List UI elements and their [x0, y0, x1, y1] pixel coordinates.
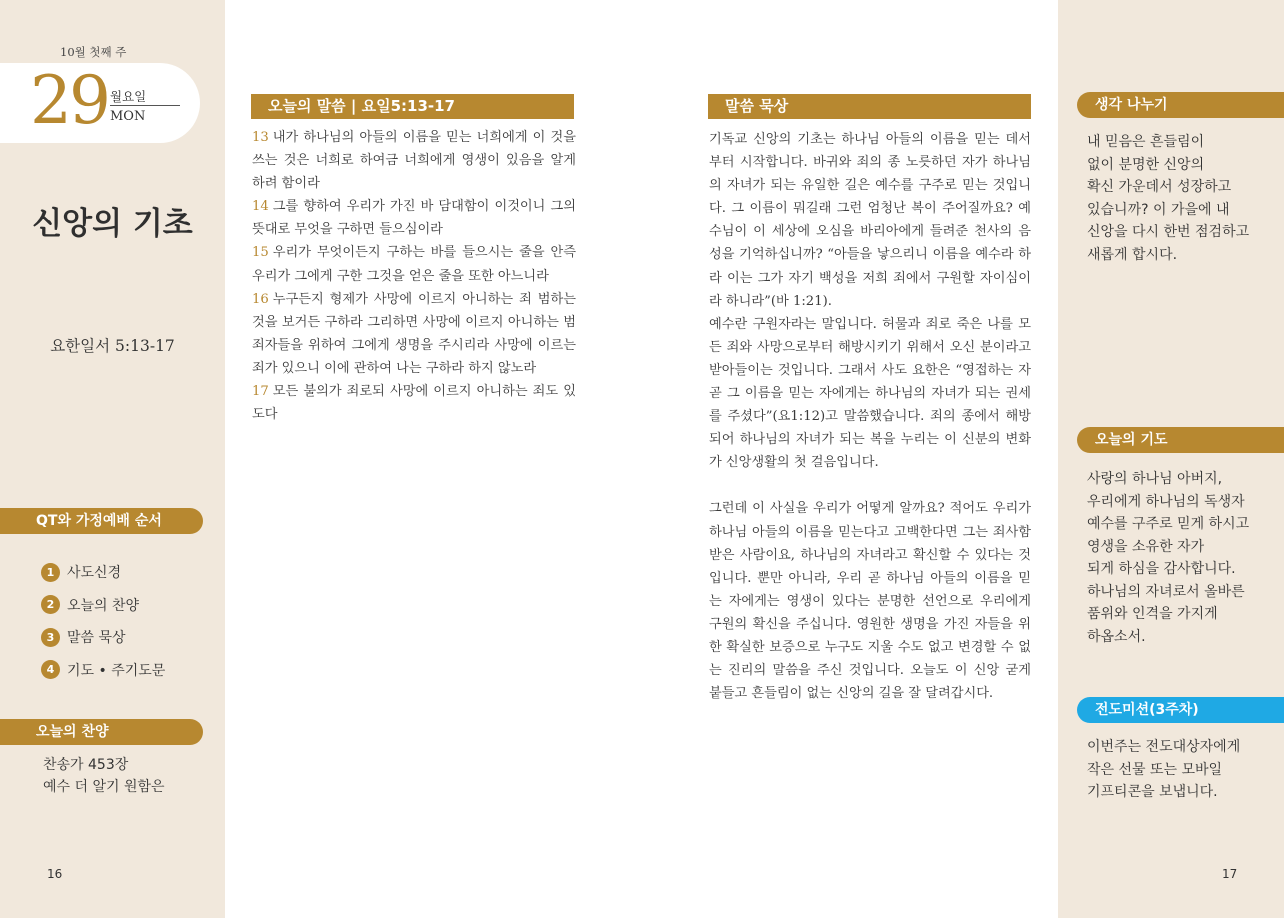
verse-number: 15 — [252, 245, 269, 261]
page-number-right: 17 — [1222, 867, 1238, 881]
verse-text: 누구든지 형제가 사망에 이르지 아니하는 죄 범하는 것을 보거든 구하라 그리하면 사망에 이르지 아니하는 범죄자들을 위하여 그에게 생명을 주시리라 사망에 이르는 죄가 있으니 이에 관하여 나는 구하라 하지 않노라 — [252, 291, 576, 376]
todays-word-header: 오늘의 말씀 | 요일5:13-17 — [251, 94, 574, 119]
todays-prayer-text: 사랑의 하나님 아버지, 우리에게 하나님의 독생자 예수를 구주로 믿게 하시고 영생을 소유한 자가 되게 하심을 감사합니다. 하나님의 자녀로서 올바른 품위와 인격을 가지게 하옵소서. — [1087, 471, 1250, 645]
week-label: 10월 첫째 주 — [60, 45, 127, 59]
evangelism-mission-text: 이번주는 전도대상자에게 작은 선물 또는 모바일 기프티콘을 보냅니다. — [1087, 739, 1241, 800]
verse-number: 14 — [252, 199, 269, 215]
day-of-week-korean: 월요일 — [110, 89, 147, 104]
meditation-header: 말씀 묵상 — [708, 94, 1031, 119]
list-item — [41, 556, 165, 589]
order-item-label: 사도신경 — [67, 565, 122, 582]
share-thoughts-header: 생각 나누기 — [1077, 92, 1284, 118]
verse-text: 모든 불의가 죄로되 사망에 이르지 아니하는 죄도 있도다 — [252, 384, 576, 423]
verse-block — [252, 126, 576, 426]
list-item — [41, 654, 165, 687]
day-of-week-english: MON — [110, 109, 146, 124]
date-divider — [110, 105, 180, 106]
order-list — [41, 556, 165, 686]
hymn-section-header: 오늘의 찬양 — [0, 719, 203, 745]
date-badge — [0, 63, 200, 143]
list-item — [41, 621, 165, 654]
evangelism-mission-header: 전도미션(3주차) — [1077, 697, 1284, 723]
meditation-paragraph: 예수란 구원자라는 말입니다. 허물과 죄로 죽은 나를 모든 죄와 사망으로부터 해방시키기 위해서 오신 분이라고 받아들이는 것입니다. 그래서 사도 요한은 “영접하는 자 곧 그 이름을 믿는 자에게는 하나님의 자녀가 되는 권세를 주셨다”(요1:12)고 말씀했습니다. 죄의 종에서 해방되어 하나님의 자녀가 되는 복을 누리는 이 신분의 변화가 신앙생활의 첫 걸음입니다. — [709, 316, 1031, 471]
meditation-paragraph: 그런데 이 사실을 우리가 어떻게 알까요? 적어도 우리가 하나님 아들의 이름을 믿는다고 고백한다면 그는 죄사함 받은 사람이요, 하나님의 자녀라고 확신할 수 있다는 것입니다. 뿐만 아니라, 우리 곧 하나님 아들의 이름을 믿는 자에게는 영생이 있다는 분명한 선언으로 우리에게 구원의 확신을 주십니다. 영원한 생명을 가진 자들을 위한 확실한 보증으로 누구도 지울 수도 없고 변경할 수 없는 진리의 말씀을 주신 것입니다. 오늘도 이 신앙 굳게 붙들고 흔들림이 없는 신앙의 길을 잘 달려갑시다. — [709, 501, 1031, 702]
share-thoughts-text: 내 믿음은 흔들림이 없이 분명한 신앙의 확신 가운데서 성장하고 있습니까? 이 가을에 내 신앙을 다시 한번 점검하고 새롭게 합시다. — [1087, 134, 1250, 263]
number-badge: 3 — [41, 628, 60, 647]
number-badge: 1 — [41, 563, 60, 582]
verse-number: 16 — [252, 291, 269, 307]
verse-text: 우리가 무엇이든지 구하는 바를 들으시는 줄을 안즉 우리가 그에게 구한 그것을 얻은 줄을 또한 아느니라 — [252, 245, 576, 284]
meditation-paragraph: 기독교 신앙의 기초는 하나님 아들의 이름을 믿는 데서부터 시작합니다. 바귀와 죄의 종 노릇하던 자가 하나님의 자녀가 되는 유일한 길은 예수를 구주로 믿는 것입니다. 그 이름이 뭐길래 그런 엄청난 복이 주어질까요? 예수님이 이 세상에 오심을 바리아에게 들려준 천사의 음성을 기억하십니까? “아들을 낳으리니 이름을 예수라 하라 이는 그가 자기 백성을 저희 죄에서 구원할 자이심이라 하니라”(바 1:21). — [709, 132, 1031, 309]
verse-text: 내가 하나님의 아들의 이름을 믿는 너희에게 이 것을 쓰는 것은 너희로 하여금 너희에게 영생이 있음을 알게 하려 함이라 — [252, 130, 576, 192]
verse-text: 그를 향하여 우리가 가진 바 담대함이 이것이니 그의 뜻대로 무엇을 구하면 들으심이라 — [252, 199, 576, 238]
scripture-reference: 요한일서 5:13-17 — [50, 337, 175, 355]
page-number-left: 16 — [47, 867, 63, 881]
page-title: 신앙의 기초 — [32, 206, 193, 242]
order-section-header: QT와 가정예배 순서 — [0, 508, 203, 534]
meditation-body — [709, 128, 1031, 705]
list-item — [41, 589, 165, 622]
order-item-label: 말씀 묵상 — [67, 630, 126, 647]
order-item-label: 오늘의 찬양 — [67, 597, 140, 614]
verse-number: 13 — [252, 130, 269, 145]
day-number: 29 — [30, 62, 108, 139]
hymn-title: 예수 더 알기 원함은 — [43, 779, 165, 795]
number-badge: 2 — [41, 595, 60, 614]
order-item-label: 기도 • 주기도문 — [67, 662, 166, 679]
number-badge: 4 — [41, 660, 60, 679]
hymn-number: 찬송가 453장 — [43, 757, 129, 773]
left-sidebar — [0, 0, 225, 918]
verse-number: 17 — [252, 384, 269, 400]
todays-prayer-header: 오늘의 기도 — [1077, 427, 1284, 453]
